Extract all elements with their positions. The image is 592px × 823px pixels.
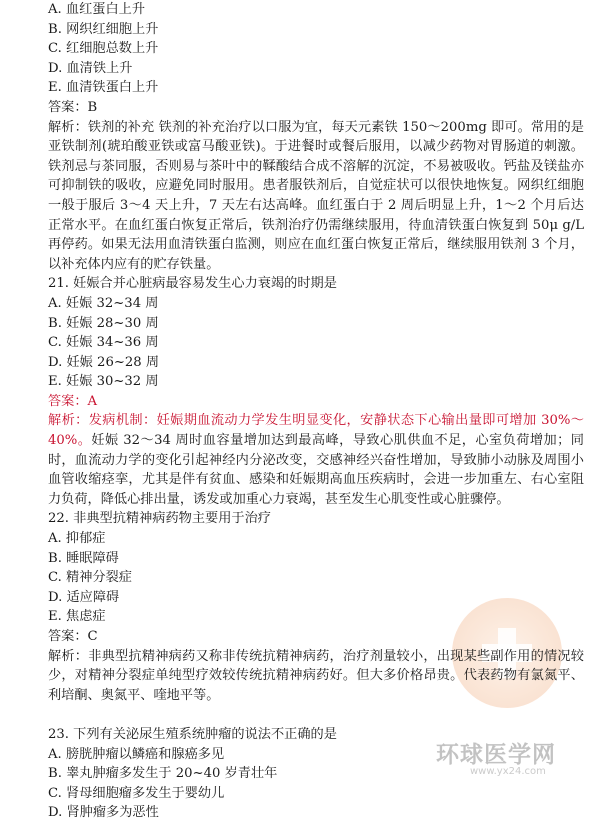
q21-option-e: E. 妊娠 30~32 周 <box>48 374 159 390</box>
q22-option-a: A. 抑郁症 <box>48 531 106 547</box>
section-gap <box>48 705 584 725</box>
q23-option-a: A. 膀胱肿瘤以鳞癌和腺癌多见 <box>48 746 225 762</box>
q20-option-b: B. 网织红细胞上升 <box>48 21 159 37</box>
q20-option-d: D. 血清铁上升 <box>48 60 133 76</box>
q21-option-a: A. 妊娠 32~34 周 <box>48 295 159 311</box>
q23-stem: 23. 下列有关泌尿生殖系统肿瘤的说法不正确的是 <box>48 726 337 742</box>
q21-option-c: C. 妊娠 34~36 周 <box>48 335 159 351</box>
q22-stem: 22. 非典型抗精神病药物主要用于治疗 <box>48 511 271 527</box>
document-page <box>48 0 584 823</box>
q22-option-e: E. 焦虑症 <box>48 609 106 625</box>
watermark-brand: 环球医学网 <box>436 742 556 768</box>
q21-stem: 21. 妊娠合并心脏病最容易发生心力衰竭的时期是 <box>48 276 337 292</box>
q23-option-d: D. 肾肿瘤多为恶性 <box>48 805 159 821</box>
q20-option-e: E. 血清铁蛋白上升 <box>48 80 159 96</box>
q20-option-c: C. 红细胞总数上升 <box>48 41 159 57</box>
q21-analysis-rest: 妊娠 32～34 周时血容量增加达到最高峰，导致心肌供血不足，心室负荷增加；同时，血流动力学的变化引起神经内分泌改变，交感神经兴奋性增加，导致肺小动脉及周围小血管收缩痉挛，尤其是伴有贫血、感染和妊娠期高血压疾病时，会进一步加重左、右心室阻力负荷，降低心排出量，诱发或加重心力衰竭，甚至发生心肌变性或心脏骤停。 <box>48 433 584 507</box>
q23-option-c: C. 肾母细胞瘤多发生于婴幼儿 <box>48 785 225 801</box>
q21-option-b: B. 妊娠 28~30 周 <box>48 315 159 331</box>
q22-option-c: C. 精神分裂症 <box>48 570 132 586</box>
q21-option-d: D. 妊娠 26~28 周 <box>48 354 160 370</box>
q21-answer: 答案：A <box>48 393 98 409</box>
q22-option-d: D. 适应障碍 <box>48 589 120 605</box>
q20-answer: 答案：B <box>48 99 98 115</box>
q22-answer: 答案：C <box>48 629 98 644</box>
q22-option-b: B. 睡眠障碍 <box>48 550 119 566</box>
q22-analysis: 解析：非典型抗精神病药又称非传统抗精神病药，治疗剂量较小，出现某些副作用的情况较少，对精神分裂症单纯型疗效较传统抗精神病药好。但大多价格昂贵。代表药物有氯氮平、利培酮、奥氮平、喹地平等。 <box>48 648 584 703</box>
q21-analysis <box>48 411 584 509</box>
watermark-url: www.yx24.com <box>470 766 546 777</box>
q23-option-b: B. 睾丸肿瘤多发生于 20~40 岁青壮年 <box>48 766 278 782</box>
q20-option-a: A. 血红蛋白上升 <box>48 2 146 17</box>
q21-analysis-highlight: 解析：发病机制：妊娠期血流动力学发生明显变化，安静状态下心输出量即可增加 30%～40%。 <box>48 413 584 449</box>
q20-analysis: 解析：铁剂的补充 铁剂的补充治疗以口服为宜，每天元素铁 150～200mg 即可。常用的是亚铁制剂(琥珀酸亚铁或富马酸亚铁)。于进餐时或餐后服用，以减少药物对胃肠道的刺激。铁剂忌与茶同服，否则易与茶叶中的鞣酸结合成不溶解的沉淀，不易被吸收。钙盐及镁盐亦可抑制铁的吸收，应避免同时服用。患者服铁剂后，自觉症状可以很快地恢复。网织红细胞一般于服后 3～4 天上升，7 天左右达高峰。血红蛋白于 2 周后明显上升，1～2 个月后达正常水平。在血红蛋白恢复正常后，铁剂治疗仍需继续服用，待血清铁蛋白恢复到 50μ g/L 再停药。如果无法用血清铁蛋白监测，则应在血红蛋白恢复正常后，继续服用铁剂 3 个月，以补充体内应有的贮存铁量。 <box>48 119 584 272</box>
